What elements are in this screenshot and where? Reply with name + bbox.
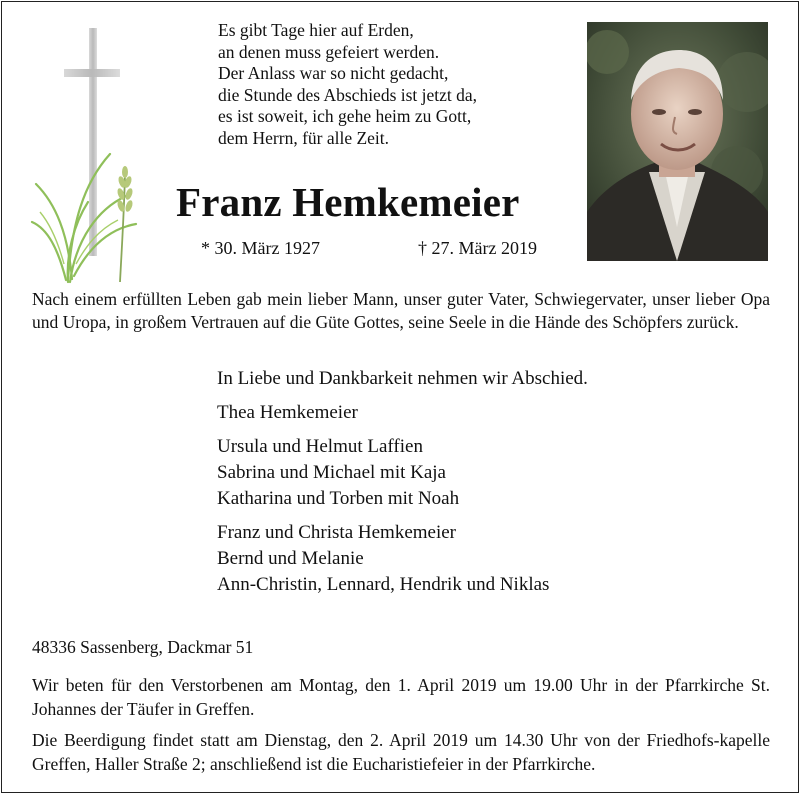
mourners-heading: In Liebe und Dankbarkeit nehmen wir Abschied. (217, 368, 588, 389)
address: 48336 Sassenberg, Dackmar 51 (32, 637, 254, 657)
poem-line: Es gibt Tage hier auf Erden, (218, 20, 414, 40)
mourner-line: Ann-Christin, Lennard, Hendrik und Niklas (217, 574, 550, 595)
birth-date: * 30. März 1927 (201, 238, 320, 258)
funeral-info: Die Beerdigung findet statt am Dienstag, den 2. April 2019 um 14.30 Uhr von der Friedhofs-kapelle Greffen, Haller Straße 2; anschließend ist die Eucharistiefeier in der Pfarrkirche. (32, 730, 770, 774)
mourner-line: Sabrina und Michael mit Kaja (217, 462, 446, 483)
mourner-spouse: Thea Hemkemeier (217, 402, 358, 423)
poem-line: die Stunde des Abschieds ist jetzt da, (218, 84, 478, 105)
mourner-line: Bernd und Melanie (217, 548, 364, 569)
cross-wheat-icon (28, 24, 148, 286)
poem-line: dem Herrn, für alle Zeit. (218, 127, 390, 148)
prayer-info: Wir beten für den Verstorbenen am Montag, den 1. April 2019 um 19.00 Uhr in der Pfarrkirche St. Johannes der Täufer in Greffen. (32, 675, 770, 719)
poem-line: Der Anlass war so nicht gedacht, (218, 63, 449, 83)
death-date: † 27. März 2019 (418, 238, 537, 258)
mourners-list (217, 366, 588, 598)
mourner-line: Franz und Christa Hemkemeier (217, 522, 457, 543)
poem (218, 20, 477, 149)
deceased-name: Franz Hemkemeier (176, 179, 520, 225)
poem-line: an denen muss gefeiert werden. (218, 41, 440, 62)
poem-line: es ist soweit, ich gehe heim zu Gott, (218, 106, 472, 126)
mourner-line: Katharina und Torben mit Noah (217, 488, 460, 509)
portrait-photo (587, 22, 768, 261)
mourner-line: Ursula und Helmut Laffien (217, 436, 423, 457)
intro-text: Nach einem erfüllten Leben gab mein lieber Mann, unser guter Vater, Schwiegervater, unser lieber Opa und Uropa, in großem Vertrauen auf die Güte Gottes, seine Seele in die Hände des Schöpfers zurück. (32, 289, 770, 332)
